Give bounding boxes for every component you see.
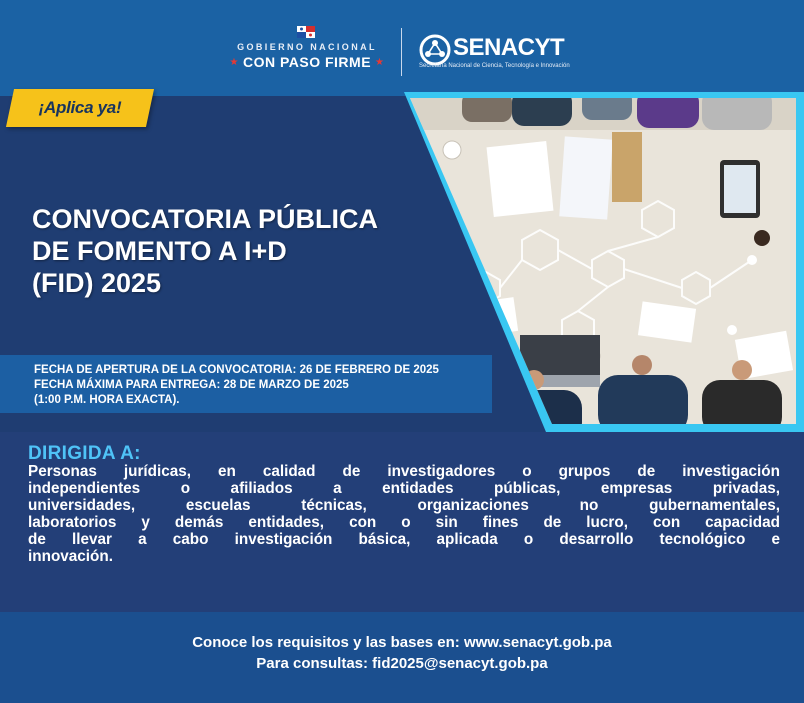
header-divider	[401, 28, 402, 76]
gobierno-line2	[225, 54, 389, 70]
audience-heading: DIRIGIDA A:	[28, 443, 141, 464]
gobierno-nacional-logo	[225, 30, 389, 70]
header-band	[0, 0, 804, 96]
gobierno-line1: GOBIERNO NACIONAL	[237, 42, 377, 52]
page-title	[32, 203, 432, 299]
footer	[0, 632, 804, 674]
audience-line: independientes o afiliados a entidades públicas, empresas privadas,	[28, 480, 780, 497]
senacyt-logo-icon	[419, 34, 451, 66]
apply-now-badge	[6, 89, 154, 127]
audience-line: innovación.	[28, 548, 113, 565]
panama-flag-icon	[297, 26, 315, 38]
dates-block	[34, 363, 439, 408]
audience-text	[28, 463, 780, 565]
audience-line: universidades, escuelas técnicas, organizaciones no gubernamentales,	[28, 497, 780, 514]
footer-contact-email[interactable]: Para consultas: fid2025@senacyt.gob.pa	[256, 655, 548, 672]
title-line: (FID) 2025	[32, 268, 162, 298]
brand-subtitle: Secretaría Nacional de Ciencia, Tecnología e Innovación	[419, 63, 570, 69]
audience-line: laboratorios y demás entidades, con o sin fines de lucro, con capacidad	[28, 514, 780, 531]
title-line: DE FOMENTO A I+D	[32, 236, 287, 266]
title-line: CONVOCATORIA PÚBLICA	[32, 204, 379, 234]
star-icon: ★	[229, 57, 239, 68]
audience-line: Personas jurídicas, en calidad de investigadores o grupos de investigación	[28, 463, 780, 480]
star-icon: ★	[375, 57, 385, 68]
apply-now-label: ¡Aplica ya!	[38, 98, 122, 117]
deadline-time: (1:00 P.M. HORA EXACTA).	[34, 394, 180, 406]
opening-date: FECHA DE APERTURA DE LA CONVOCATORIA: 26 DE FEBRERO DE 2025	[34, 364, 439, 376]
audience-line: de llevar a cabo investigación básica, aplicada o desarrollo tecnológico e	[28, 531, 780, 548]
gobierno-line2-text: CON PASO FIRME	[242, 54, 372, 70]
footer-requirements-link[interactable]: Conoce los requisitos y las bases en: www.senacyt.gob.pa	[192, 634, 612, 651]
deadline-date: FECHA MÁXIMA PARA ENTREGA: 28 DE MARZO DE 2025	[34, 379, 349, 391]
brand-name: SENACYT	[453, 34, 565, 61]
